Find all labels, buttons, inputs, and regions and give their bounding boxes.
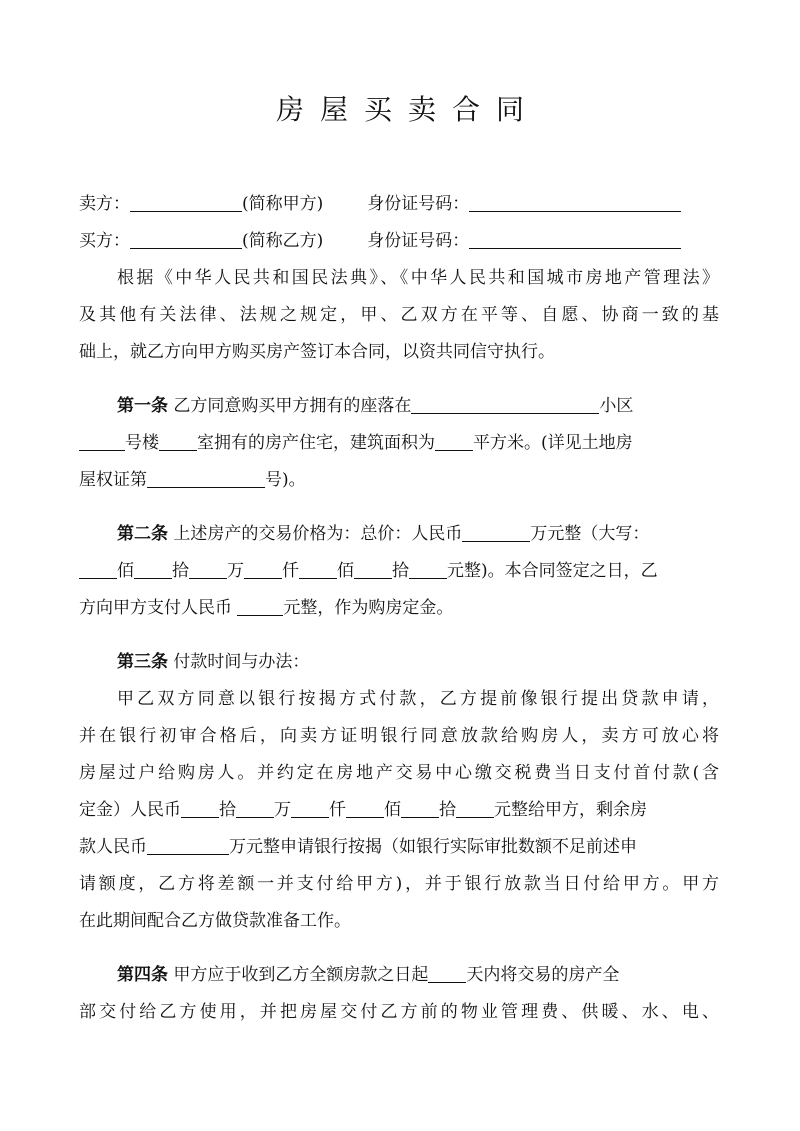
building-number-blank[interactable] [79,430,125,451]
contract-body [79,186,719,1031]
seller-name-blank[interactable] [130,191,242,212]
amount-blank[interactable] [181,797,219,818]
room-number-blank[interactable] [159,430,197,451]
preamble-line-2: 及其他有关法律、法规之规定，甲、乙双方在平等、自愿、协商一致的基 [79,305,719,325]
article-2-line-1: 第二条 上述房产的交易价格为：总价：人民币 万元整（大写： [79,516,719,553]
preamble-line-1: 根据《中华人民共和国民法典》、《中华人民共和国城市房地产管理法》 [117,268,719,288]
amount-blank[interactable] [236,797,274,818]
amount-blank[interactable] [291,797,329,818]
article-3-line-4: 定金）人民币 拾 万 仟 佰 拾 元整给甲方，剩余房 [79,792,719,829]
article-3-heading-line: 第三条 付款时间与办法： [117,652,310,672]
article-3-line-2: 并在银行初审合格后，向卖方证明银行同意放款给购房人，卖方可放心将 [79,726,719,746]
article-2-line-2: 佰 拾 万 仟 佰 拾 元整)。本合同签定之日，乙 [79,553,719,590]
amount-blank[interactable] [409,558,447,579]
amount-blank[interactable] [79,558,117,579]
article-1-line-2: 号楼 室拥有的房产住宅，建筑面积为 平方米。(详见土地房 [79,425,719,462]
days-blank[interactable] [428,962,466,983]
amount-blank[interactable] [244,558,282,579]
buyer-line [79,223,719,260]
page-title: 房屋买卖合同 [275,93,540,126]
preamble-line-3: 础上，就乙方向甲方购买房产签订本合同，以资共同信守执行。 [79,342,555,362]
amount-blank[interactable] [456,797,494,818]
article-3-heading: 第三条 [117,652,168,672]
seller-id-label: 身份证号码： [367,194,470,214]
amount-blank[interactable] [354,558,392,579]
total-price-blank[interactable] [462,521,530,542]
amount-blank[interactable] [299,558,337,579]
article-4-line-2: 部交付给乙方使用，并把房屋交付乙方前的物业管理费、供暖、水、电、 [79,1002,719,1022]
article-3-line-1: 甲乙双方同意以银行按揭方式付款，乙方提前像银行提出贷款申请， [117,689,719,709]
article-2-heading: 第二条 [117,524,168,544]
mortgage-amount-blank[interactable] [147,834,229,855]
amount-blank[interactable] [401,797,439,818]
deposit-blank[interactable] [237,595,283,616]
buyer-id-label: 身份证号码： [367,231,470,251]
amount-blank[interactable] [346,797,384,818]
article-1-heading: 第一条 [117,396,168,416]
buyer-short-name: (简称乙方) [242,231,324,251]
amount-blank[interactable] [189,558,227,579]
certificate-number-blank[interactable] [147,467,265,488]
area-blank[interactable] [435,430,473,451]
seller-line [79,186,719,223]
article-2-line-3: 方向甲方支付人民币 元整，作为购房定金。 [79,590,719,627]
article-3-line-7: 在此期间配合乙方做贷款准备工作。 [79,911,351,931]
location-blank[interactable] [411,393,599,414]
amount-blank[interactable] [134,558,172,579]
buyer-id-blank[interactable] [469,228,681,249]
article-3-line-3: 房屋过户给购房人。并约定在房地产交易中心缴交税费当日支付首付款(含 [79,763,719,783]
article-4-heading: 第四条 [117,965,168,985]
seller-short-name: (简称甲方) [242,194,324,214]
article-1-line-3: 屋权证第 号)。 [79,462,719,499]
article-3-line-5: 款人民币 万元整申请银行按揭（如银行实际审批数额不足前述申 [79,829,719,866]
seller-label: 卖方： [79,194,130,214]
buyer-name-blank[interactable] [130,228,242,249]
buyer-label: 买方： [79,231,130,251]
article-1-line-1: 第一条 乙方同意购买甲方拥有的座落在 小区 [79,388,719,425]
article-3-line-6: 请额度，乙方将差额一并支付给甲方)，并于银行放款当日付给甲方。甲方 [79,874,719,894]
seller-id-blank[interactable] [469,191,681,212]
article-4-line-1: 第四条 甲方应于收到乙方全额房款之日起 天内将交易的房产全 [79,957,719,994]
